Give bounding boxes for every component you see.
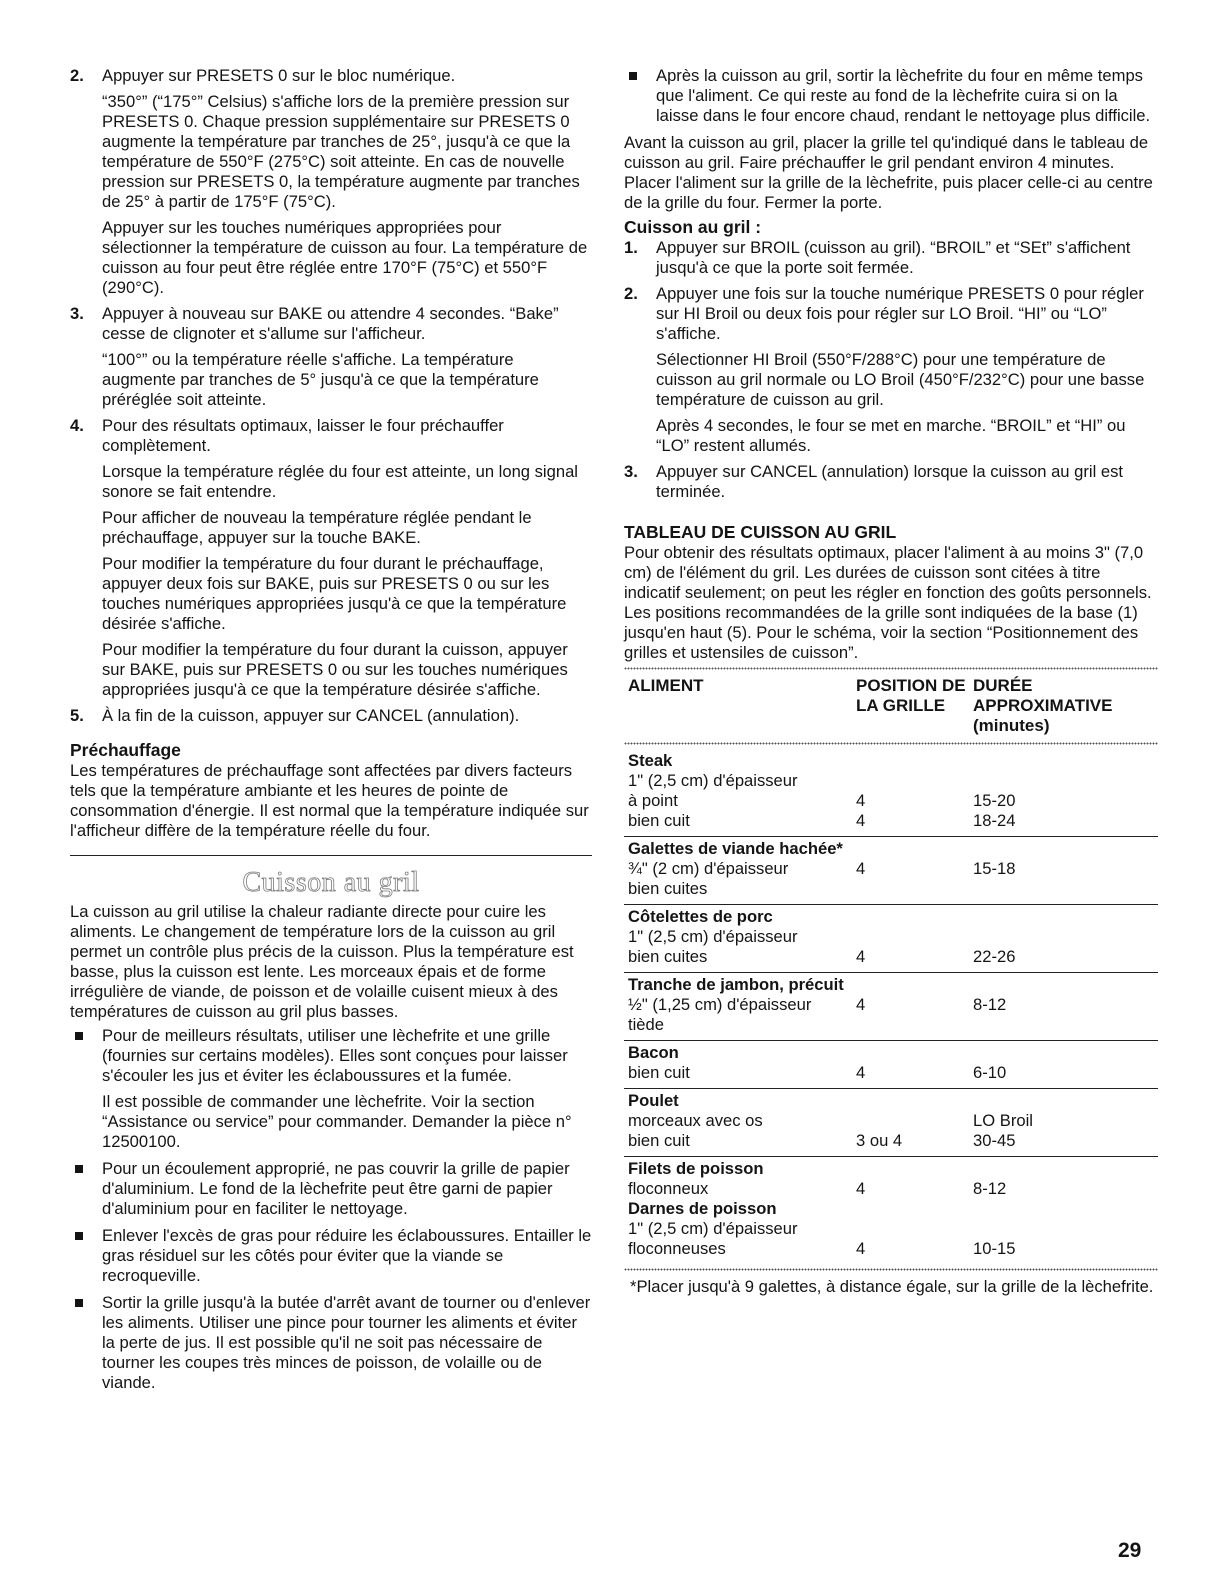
section-divider	[70, 855, 592, 856]
table-cell-line	[973, 1159, 1158, 1179]
table-cell-line: Poulet	[628, 1091, 679, 1110]
table-row	[624, 1157, 1158, 1265]
step-paragraph: Pour modifier la température du four durant le préchauffage, appuyer deux fois sur BAKE, puis sur PRESETS 0 ou sur les touches numériques appropriées jusqu'à ce que la température désirée s'affiche.	[102, 554, 567, 633]
table-row	[624, 1041, 1158, 1089]
broil-step-1	[624, 238, 1158, 278]
step-paragraph: Appuyer sur les touches numériques appropriées pour sélectionner la température de cuisson au four. La température de cuisson au four peut être réglée entre 170°F (75°C) et 550°F (290°C).	[102, 218, 588, 297]
table-cell-line	[856, 1199, 969, 1219]
table-footnote: *Placer jusqu'à 9 galettes, à distance égale, sur la grille de la lèchefrite.	[630, 1277, 1154, 1296]
step-paragraph: “100°” ou la température réelle s'affiche. La température augmente par tranches de 5° jusqu'à ce que la température préréglée soit atteinte.	[102, 350, 539, 409]
table-cell-line	[973, 1015, 1158, 1035]
rack-position-cell	[852, 1157, 969, 1265]
food-cell	[624, 1157, 852, 1265]
step-text: Appuyer sur BROIL (cuisson au gril). “BROIL” et “SEt” s'affichent jusqu'à ce que la porte soit fermée.	[656, 238, 1131, 277]
food-cell	[624, 837, 852, 905]
table-cell-line: floconneux	[628, 1179, 709, 1198]
table-cell-line: 10-15	[973, 1239, 1016, 1258]
table-cell-line	[973, 927, 1158, 947]
bullet-subtext: Il est possible de commander une lèchefrite. Voir la section “Assistance ou service” pour commander. Demander la pièce n° 12500100.	[102, 1092, 572, 1151]
step-text: Appuyer sur CANCEL (annulation) lorsque la cuisson au gril est terminée.	[656, 462, 1124, 501]
table-intro: Pour obtenir des résultats optimaux, placer l'aliment à au moins 3" (7,0 cm) de l'élément du gril. Les durées de cuisson sont citées à titre indicatif seulement; on peut les régler en fonction des goûts personnels. Les positions recommandées de la grille sont indiquées de la base (1) jusqu'en haut (5). Pour le schéma, voir la section “Positionnement des grilles et ustensiles de cuisson”.	[624, 543, 1152, 662]
table-row	[624, 837, 1158, 905]
table-cell-line: 4	[856, 811, 866, 830]
table-cell-line: 4	[856, 1179, 866, 1198]
bullet-square-icon	[75, 1165, 83, 1173]
duration-cell	[969, 749, 1158, 837]
bullet-text: Pour un écoulement approprié, ne pas couvrir la grille de papier d'aluminium. Le fond de la lèchefrite peut être garni de papier d'aluminium pour en faciliter le nettoyage.	[102, 1159, 570, 1218]
table-cell-line: bien cuit	[628, 1131, 690, 1150]
bullet-square-icon	[75, 1299, 83, 1307]
bullet-item	[70, 1159, 592, 1219]
table-cell-line	[973, 1043, 1158, 1063]
table-title: TABLEAU DE CUISSON AU GRIL	[624, 522, 897, 542]
table-cell-line	[973, 1091, 1158, 1111]
rack-position-cell	[852, 905, 969, 973]
table-cell-line: bien cuit	[628, 1063, 690, 1082]
table-cell-line	[973, 1219, 1158, 1239]
bullet-item	[70, 1293, 592, 1393]
table-cell-line	[856, 975, 969, 995]
duration-cell	[969, 905, 1158, 973]
duration-cell	[969, 973, 1158, 1041]
table-cell-line	[856, 1015, 969, 1035]
table-cell-line	[856, 771, 969, 791]
duration-cell	[969, 1041, 1158, 1089]
table-top-rule	[624, 667, 1158, 670]
table-cell-line	[973, 771, 1158, 791]
bullet-text: Pour de meilleurs résultats, utiliser une lèchefrite et une grille (fournies sur certains modèles). Elles sont conçues pour laisser s'écouler les jus et éviter les éclaboussures et la fumée.	[102, 1026, 568, 1085]
rack-position-cell	[852, 973, 969, 1041]
table-cell-line: floconneuses	[628, 1239, 726, 1258]
food-cell	[624, 1041, 852, 1089]
rack-position-cell	[852, 837, 969, 905]
bullet-text: Après la cuisson au gril, sortir la lèchefrite du four en même temps que l'aliment. Ce qui reste au fond de la lèchefrite cuira si on la laisse dans le four encore chaud, rendant le nettoyage plus difficile.	[656, 66, 1151, 125]
table-cell-line: 8-12	[973, 995, 1007, 1014]
broil-table-body	[624, 749, 1158, 1264]
table-row	[624, 905, 1158, 973]
broil-step-2	[624, 284, 1158, 456]
duration-cell	[969, 1089, 1158, 1157]
table-row	[624, 973, 1158, 1041]
step-paragraph: Sélectionner HI Broil (550°F/288°C) pour une température de cuisson au gril normale ou LO Broil (450°F/232°C) pour une basse température de cuisson au gril.	[656, 350, 1145, 409]
table-cell-line	[856, 879, 969, 899]
duration-cell	[969, 1157, 1158, 1265]
step-text: Appuyer sur PRESETS 0 sur le bloc numérique.	[102, 66, 456, 85]
table-cell-line	[856, 1043, 969, 1063]
step-3-bake	[70, 304, 592, 410]
bullet-square-icon	[629, 72, 637, 80]
table-row	[624, 1089, 1158, 1157]
table-cell-line	[856, 751, 969, 771]
step-text: Appuyer une fois sur la touche numérique PRESETS 0 pour régler sur HI Broil ou deux fois pour régler sur LO Broil. “HI” ou “LO” s'affiche.	[656, 284, 1144, 343]
step-number: 2.	[624, 284, 638, 303]
food-cell	[624, 749, 852, 837]
table-cell-line: 15-18	[973, 859, 1016, 878]
table-cell-line	[973, 975, 1158, 995]
table-cell-line	[973, 751, 1158, 771]
header-position: POSITION DE LA GRILLE	[856, 676, 966, 715]
table-cell-line: Tranche de jambon, précuit	[628, 975, 844, 994]
rack-position-cell	[852, 1089, 969, 1157]
header-aliment: ALIMENT	[628, 676, 704, 695]
food-cell	[624, 905, 852, 973]
table-cell-line: 22-26	[973, 947, 1016, 966]
right-column	[624, 66, 1158, 1297]
header-duree: DURÉE APPROXIMATIVE (minutes)	[973, 676, 1113, 735]
broil-prep-text: Avant la cuisson au gril, placer la grille tel qu'indiqué dans le tableau de cuisson au gril. Faire préchauffer le gril pendant environ 4 minutes. Placer l'aliment sur la grille de la lèchefrite, puis placer celle-ci au centre de la grille du four. Fermer la porte.	[624, 133, 1153, 212]
step-number: 3.	[624, 462, 638, 481]
section-title: Cuisson au gril	[242, 867, 420, 898]
step-5-cancel	[70, 706, 592, 726]
step-paragraph: Pour modifier la température du four durant la cuisson, appuyer sur BAKE, puis sur PRESETS 0 ou sur les touches numériques appropriées jusqu'à ce que la température désirée s'affiche.	[102, 640, 568, 699]
step-number: 2.	[70, 66, 84, 85]
page-number: 29	[1118, 1539, 1142, 1562]
rack-position-cell	[852, 1041, 969, 1089]
table-cell-line: 1" (2,5 cm) d'épaisseur	[628, 771, 798, 790]
table-cell-line: Steak	[628, 751, 673, 770]
table-cell-line: à point	[628, 791, 678, 810]
table-cell-line: 18-24	[973, 811, 1016, 830]
step-number: 4.	[70, 416, 84, 435]
table-cell-line: tiède	[628, 1015, 664, 1034]
bullet-square-icon	[75, 1032, 83, 1040]
table-cell-line	[856, 839, 969, 859]
table-cell-line: ¾" (2 cm) d'épaisseur	[628, 859, 789, 878]
food-cell	[624, 973, 852, 1041]
bullet-square-icon	[75, 1232, 83, 1240]
table-cell-line: ½" (1,25 cm) d'épaisseur	[628, 995, 812, 1014]
step-paragraph: Lorsque la température réglée du four est atteinte, un long signal sonore se fait entendre.	[102, 462, 578, 501]
table-cell-line	[856, 1159, 969, 1179]
table-cell-line	[973, 839, 1158, 859]
step-number: 1.	[624, 238, 638, 257]
table-cell-line: bien cuites	[628, 947, 708, 966]
food-cell	[624, 1089, 852, 1157]
table-cell-line	[973, 879, 1158, 899]
table-cell-line	[856, 927, 969, 947]
prechauffage-heading: Préchauffage	[70, 740, 181, 760]
step-4-preheat	[70, 416, 592, 700]
table-cell-line	[856, 907, 969, 927]
table-cell-line: 4	[856, 1063, 866, 1082]
table-cell-line: bien cuites	[628, 879, 708, 898]
table-cell-line: 1" (2,5 cm) d'épaisseur	[628, 1219, 798, 1238]
table-cell-line: LO Broil	[973, 1111, 1033, 1130]
bullet-item	[70, 1026, 592, 1152]
step-paragraph: “350°” (“175°” Celsius) s'affiche lors de la première pression sur PRESETS 0. Chaque pression supplémentaire sur PRESETS 0 augmente la température par tranches de 25°, jusqu'à ce que la température de 550°F (275°C) soit atteinte. En cas de nouvelle pression sur PRESETS 0, la température augmente par tranches de 25° à partir de 175°F (75°C).	[102, 92, 580, 211]
broil-step-3	[624, 462, 1158, 502]
step-text: Pour des résultats optimaux, laisser le four préchauffer complètement.	[102, 416, 504, 455]
table-cell-line: 6-10	[973, 1063, 1007, 1082]
prechauffage-text: Les températures de préchauffage sont affectées par divers facteurs tels que la température ambiante et les heures de pointe de consommation d'énergie. Il est normal que la température indiquée sur l'afficheur diffère de la température réelle du four.	[70, 761, 589, 840]
table-cell-line: Côtelettes de porc	[628, 907, 773, 926]
step-2-preset	[70, 66, 592, 298]
bullet-item	[70, 1226, 592, 1286]
table-cell-line: 8-12	[973, 1179, 1007, 1198]
table-cell-line: 1" (2,5 cm) d'épaisseur	[628, 927, 798, 946]
table-cell-line: bien cuit	[628, 811, 690, 830]
table-bottom-rule	[624, 1268, 1158, 1271]
bullet-text: Sortir la grille jusqu'à la butée d'arrêt avant de tourner ou d'enlever les aliments. Utiliser une pince pour tourner les aliments et éviter la perte de jus. Il est possible qu'il ne soit pas nécessaire de tourner les coupes très minces de poisson, de volaille ou de viande.	[102, 1293, 591, 1392]
table-cell-line: 3 ou 4	[856, 1131, 903, 1150]
bullet-text: Enlever l'excès de gras pour réduire les éclaboussures. Entailler le gras résiduel sur les côtés pour éviter que la viande se recroqueville.	[102, 1226, 592, 1285]
left-column	[70, 66, 592, 1400]
table-cell-line: morceaux avec os	[628, 1111, 763, 1130]
broil-intro: La cuisson au gril utilise la chaleur radiante directe pour cuire les aliments. Le changement de température lors de la cuisson au gril permet un contrôle plus précis de la cuisson. Plus la température est basse, plus la cuisson est lente. Les morceaux épais et de forme irrégulière de viande, de poisson et de volaille cuisent mieux à des températures de cuisson au gril plus basses.	[70, 902, 574, 1021]
table-cell-line: Darnes de poisson	[628, 1199, 777, 1218]
table-cell-line: 15-20	[973, 791, 1016, 810]
step-paragraph: Après 4 secondes, le four se met en marche. “BROIL” et “HI” ou “LO” restent allumés.	[656, 416, 1126, 455]
table-row	[624, 749, 1158, 837]
step-number: 5.	[70, 706, 84, 725]
table-header-row	[624, 674, 1158, 738]
table-cell-line	[856, 1111, 969, 1131]
duration-cell	[969, 837, 1158, 905]
table-cell-line: 4	[856, 791, 866, 810]
table-cell-line: 4	[856, 1239, 866, 1258]
broil-table	[624, 674, 1158, 738]
bullet-item	[624, 66, 1158, 126]
table-cell-line: 4	[856, 995, 866, 1014]
step-number: 3.	[70, 304, 84, 323]
table-cell-line	[973, 1199, 1158, 1219]
table-cell-line: Filets de poisson	[628, 1159, 764, 1178]
step-paragraph: Pour afficher de nouveau la température réglée pendant le préchauffage, appuyer sur la touche BAKE.	[102, 508, 532, 547]
broil-heading: Cuisson au gril :	[624, 217, 762, 237]
rack-position-cell	[852, 749, 969, 837]
table-header-rule	[624, 742, 1158, 745]
step-text: À la fin de la cuisson, appuyer sur CANCEL (annulation).	[102, 706, 520, 725]
table-cell-line: Galettes de viande hachée*	[628, 839, 843, 858]
table-cell-line	[856, 1091, 969, 1111]
table-cell-line: Bacon	[628, 1043, 679, 1062]
table-cell-line: 4	[856, 859, 866, 878]
table-cell-line	[973, 907, 1158, 927]
table-cell-line: 4	[856, 947, 866, 966]
table-cell-line	[856, 1219, 969, 1239]
step-text: Appuyer à nouveau sur BAKE ou attendre 4 secondes. “Bake” cesse de clignoter et s'allume sur l'afficheur.	[102, 304, 559, 343]
table-cell-line: 30-45	[973, 1131, 1016, 1150]
